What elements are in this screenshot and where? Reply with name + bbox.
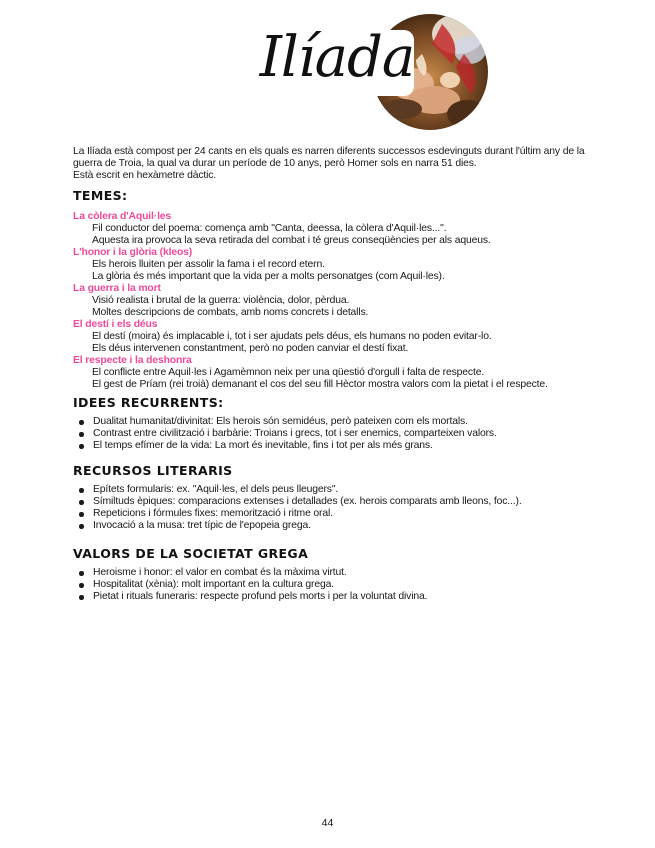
section-heading-valors: VALORS DE LA SOCIETAT GREGA — [73, 546, 309, 561]
list-item: Invocació a la musa: tret típic de l'epopeia grega. — [73, 520, 585, 532]
idees-list — [73, 416, 585, 452]
list-item: Repeticions i fórmules fixes: memorització i ritme oral. — [73, 508, 585, 520]
section-heading-recursos: RECURSOS LITERARIS — [73, 463, 233, 478]
theme-item — [73, 283, 585, 319]
page-number: 44 — [321, 817, 334, 829]
theme-line: La glòria és més important que la vida per a molts personatges (com Aquil·les). — [92, 271, 445, 282]
theme-line: El destí (moira) és implacable i, tot i ser ajudats pels déus, els humans no poden evitar-lo. — [92, 331, 492, 342]
theme-item — [73, 211, 585, 247]
theme-item — [73, 319, 585, 355]
theme-line: El conflicte entre Aquil·les i Agamèmnon neix per una qüestió d'orgull i falta de respecte. — [92, 367, 485, 378]
section-heading-temes: TEMES: — [73, 188, 128, 203]
list-item: Contrast entre civilització i barbàrie: Troians i grecs, tot i ser enemics, comparteixen valors. — [73, 428, 585, 440]
intro-paragraph: Està escrit en hexàmetre dàctic. — [73, 170, 217, 181]
list-item: Heroisme i honor: el valor en combat és la màxima virtut. — [73, 567, 585, 579]
theme-line: Visió realista i brutal de la guerra: violència, dolor, pèrdua. — [92, 295, 350, 306]
theme-line: Moltes descripcions de combats, amb noms concrets i detalls. — [92, 307, 369, 318]
theme-item — [73, 247, 585, 283]
list-item: Epítets formularis: ex. "Aquil·les, el dels peus lleugers". — [73, 484, 585, 496]
content — [73, 146, 585, 603]
theme-line: Els herois lluiten per assolir la fama i el record etern. — [92, 259, 325, 270]
valors-list — [73, 567, 585, 603]
page-title: Ilíada — [259, 25, 415, 90]
theme-line: Fil conductor del poema: comença amb "Canta, deessa, la còlera d'Aquil·les...". — [92, 223, 447, 234]
list-item: Dualitat humanitat/divinitat: Els herois són semidéus, però pateixen com els mortals. — [73, 416, 585, 428]
theme-line: Aquesta ira provoca la seva retirada del combat i té greus conseqüències per als aqueus. — [92, 235, 491, 246]
themes-list — [73, 211, 585, 391]
recursos-list — [73, 484, 585, 532]
theme-line: El gest de Príam (rei troià) demanant el cos del seu fill Hèctor mostra valors com la pietat i el respecte. — [92, 379, 548, 390]
header — [0, 0, 655, 140]
theme-item — [73, 355, 585, 391]
theme-title: L'honor i la glòria (kleos) — [73, 247, 193, 258]
theme-title: La còlera d'Aquil·les — [73, 211, 172, 222]
theme-title: El destí i els déus — [73, 319, 158, 330]
section-heading-idees: IDEES RECURRENTS: — [73, 395, 224, 410]
theme-line: Els déus intervenen constantment, però no poden canviar el destí fixat. — [92, 343, 409, 354]
theme-title: El respecte i la deshonra — [73, 355, 192, 366]
intro — [73, 146, 585, 182]
list-item: Hospitalitat (xènia): molt important en la cultura grega. — [73, 579, 585, 591]
list-item: Símiltuds èpiques: comparacions extenses i detallades (ex. herois comparats amb lleons, foc...). — [73, 496, 585, 508]
list-item: El temps efímer de la vida: La mort és inevitable, fins i tot per als més grans. — [73, 440, 585, 452]
list-item: Pietat i rituals funeraris: respecte profund pels morts i per la voluntat divina. — [73, 591, 585, 603]
theme-title: La guerra i la mort — [73, 283, 161, 294]
intro-paragraph: La Ilíada està compost per 24 cants en els quals es narren diferents successos esdevinguts durant l'últim any de la guerra de Troia, la qual va durar un període de 10 anys, però Homer sols en narra 51 dies. — [73, 146, 585, 169]
